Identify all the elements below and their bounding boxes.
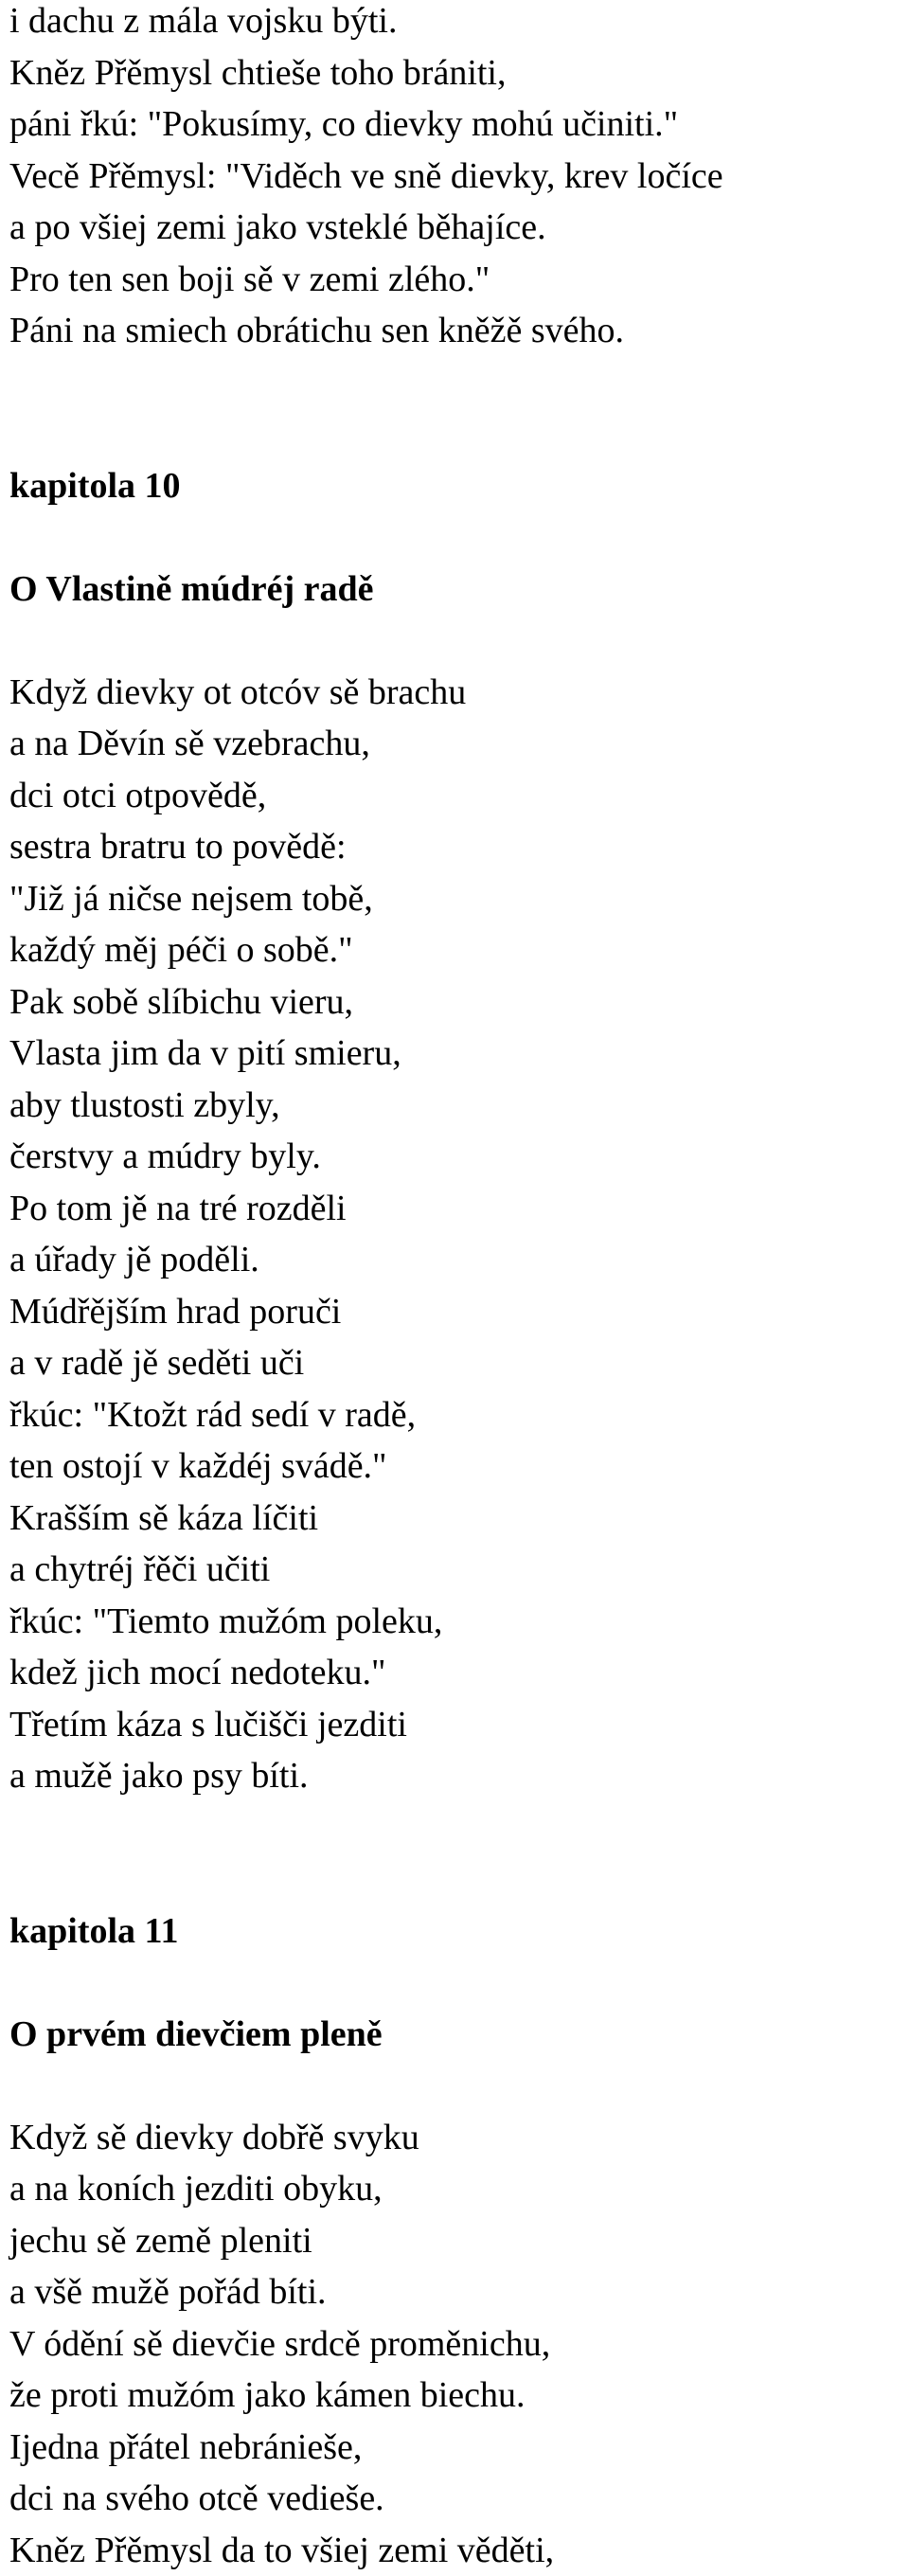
section-gap — [9, 1802, 900, 1905]
heading-gap — [9, 615, 900, 667]
chapter-verse — [9, 2112, 900, 2576]
verse-line: aby tlustosti zbyly, — [9, 1080, 900, 1132]
verse-line: Kněz Přěmysl da to všiej zemi věděti, — [9, 2525, 900, 2576]
verse-line: Pro ten sen boji sě v zemi zlého." — [9, 254, 900, 306]
verse-line: a na koních jezditi obyku, — [9, 2163, 900, 2215]
verse-line: Pak sobě slíbichu vieru, — [9, 976, 900, 1029]
section-gap — [9, 357, 900, 460]
chapter-title: O prvém dievčiem pleně — [9, 2009, 900, 2061]
verse-line: Když sě dievky dobřě svyku — [9, 2112, 900, 2164]
verse-line: Třetím káza s lučišči jezditi — [9, 1699, 900, 1751]
verse-line: V ódění sě dievčie srdcě proměnichu, — [9, 2318, 900, 2370]
verse-line: Páni na smiech obrátichu sen kněžě svého. — [9, 305, 900, 357]
verse-line: Krašším sě káza líčiti — [9, 1493, 900, 1545]
chapter-label: kapitola 10 — [9, 460, 900, 512]
chapter-label: kapitola 11 — [9, 1905, 900, 1958]
verse-line: Vecě Přěmysl: "Viděch ve sně dievky, krev ločíce — [9, 151, 900, 203]
heading-gap — [9, 511, 900, 564]
verse-line: dci otci otpovědě, — [9, 770, 900, 822]
verse-line: a na Děvín sě vzebrachu, — [9, 718, 900, 770]
verse-line: a úřady jě poděli. — [9, 1234, 900, 1286]
document-page — [9, 0, 900, 2576]
verse-line: Múdřějším hrad poruči — [9, 1286, 900, 1338]
verse-line: a v radě jě seděti uči — [9, 1337, 900, 1389]
verse-line: Vlasta jim da v pití smieru, — [9, 1028, 900, 1080]
verse-line: čerstvy a múdry byly. — [9, 1131, 900, 1183]
verse-line: každý měj péči o sobě." — [9, 924, 900, 976]
verse-line: "Již já ničse nejsem tobě, — [9, 873, 900, 925]
heading-gap — [9, 2060, 900, 2112]
verse-line: páni řkú: "Pokusímy, co dievky mohú učiniti." — [9, 98, 900, 151]
verse-line: ten ostojí v každéj svádě." — [9, 1440, 900, 1493]
verse-line: jechu sě země pleniti — [9, 2215, 900, 2267]
chapter-title: O Vlastině múdréj radě — [9, 564, 900, 616]
verse-line: kdež jich mocí nedoteku." — [9, 1647, 900, 1699]
verse-line: Po tom jě na tré rozděli — [9, 1183, 900, 1235]
verse-line: sestra bratru to povědě: — [9, 821, 900, 873]
intro-verse — [9, 0, 900, 357]
verse-line: dci na svého otcě vedieše. — [9, 2473, 900, 2525]
chapter-verse — [9, 667, 900, 1802]
verse-line: řkúc: "Tiemto mužóm poleku, — [9, 1596, 900, 1648]
verse-line: a chytréj řěči učiti — [9, 1544, 900, 1596]
chapter-11 — [9, 1905, 900, 2576]
verse-line: že proti mužóm jako kámen biechu. — [9, 2370, 900, 2422]
verse-line: Kněz Přěmysl chtieše toho brániti, — [9, 47, 900, 99]
verse-line: Ijedna přátel nebránieše, — [9, 2422, 900, 2474]
verse-line: Když dievky ot otcóv sě brachu — [9, 667, 900, 719]
verse-line: řkúc: "Ktožt rád sedí v radě, — [9, 1389, 900, 1441]
verse-line: a všě mužě pořád bíti. — [9, 2266, 900, 2318]
heading-gap — [9, 1957, 900, 2009]
chapter-10 — [9, 460, 900, 1802]
verse-line: a mužě jako psy bíti. — [9, 1750, 900, 1802]
verse-line: a po všiej zemi jako vsteklé běhajíce. — [9, 202, 900, 254]
verse-line: i dachu z mála vojsku býti. — [9, 0, 900, 47]
